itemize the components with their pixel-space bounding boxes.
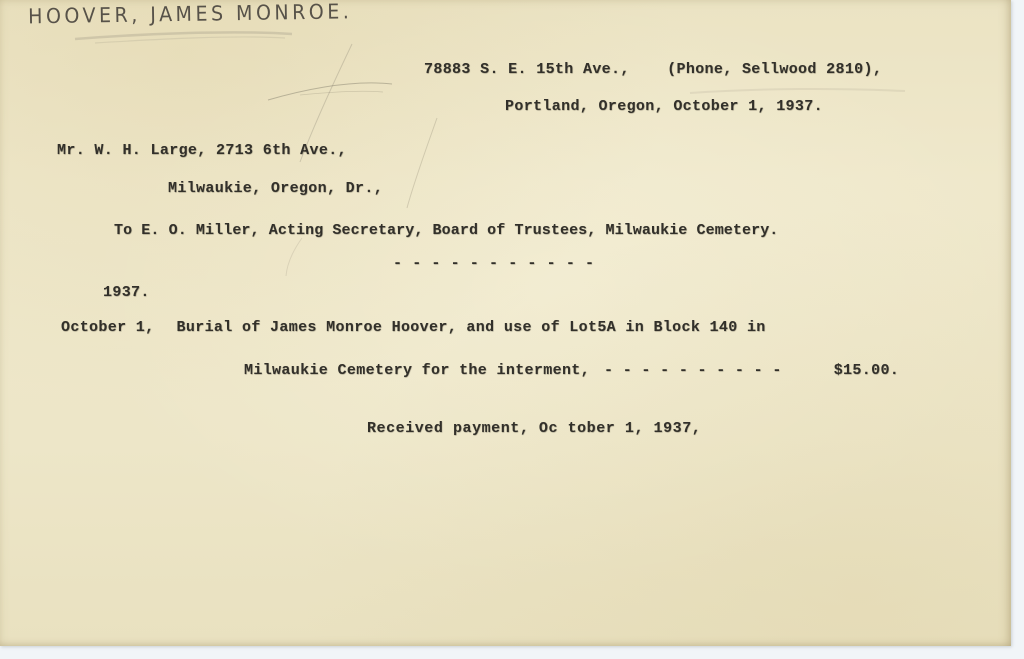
entry-description-2: Milwaukie Cemetery for the interment,	[244, 362, 591, 379]
separator-dashes: - - - - - - - - - - -	[393, 255, 595, 272]
sender-address-line: 78883 S. E. 15th Ave., (Phone, Sellwood 2810),	[424, 61, 883, 78]
entry-line-2	[244, 362, 899, 379]
entry-fill-dashes: - - - - - - - - - -	[604, 362, 782, 379]
received-payment-line: Received payment, Oc tober 1, 1937,	[367, 420, 702, 437]
payee-line: To E. O. Miller, Acting Secretary, Board of Trustees, Milwaukie Cemetery.	[114, 222, 779, 239]
dateline: Portland, Oregon, October 1, 1937.	[505, 98, 823, 115]
entry-date: October 1,	[61, 319, 155, 336]
entry-description-1: Burial of James Monroe Hoover, and use of Lot5A in Block 140 in	[176, 319, 766, 336]
entry-gap	[155, 319, 177, 336]
year-label: 1937.	[103, 284, 150, 301]
addressee-name-line: Mr. W. H. Large, 2713 6th Ave.,	[57, 142, 347, 159]
entry-line-1	[61, 319, 766, 336]
addressee-city-line: Milwaukie, Oregon, Dr.,	[168, 180, 384, 197]
entry-amount: $15.00.	[833, 362, 900, 379]
handwritten-name-annotation: HOOVER, JAMES MONROE.	[28, 0, 353, 29]
